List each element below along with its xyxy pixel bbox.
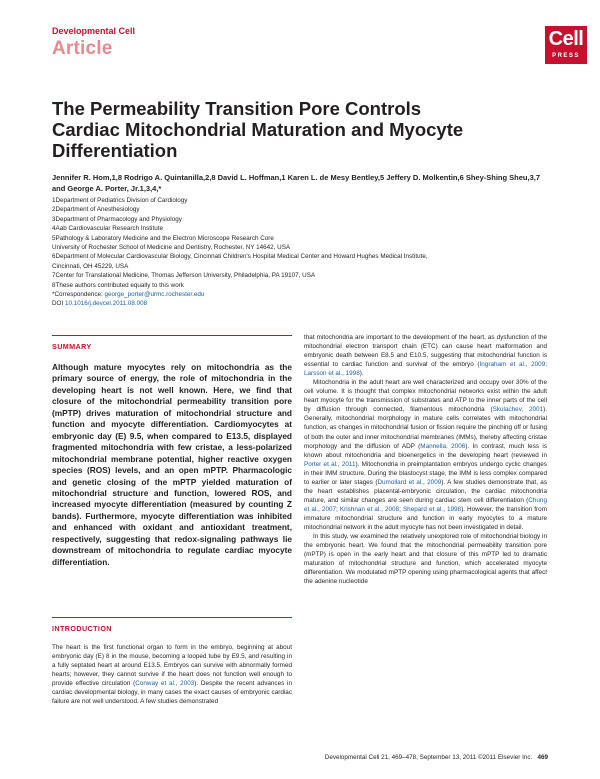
affiliation: University of Rochester School of Medicine and Dentistry, Rochester, NY 14642, USA — [52, 244, 291, 252]
correspondence — [52, 290, 552, 299]
citation-link[interactable]: Skulachev, 2001 — [492, 406, 544, 414]
introduction-text — [52, 643, 292, 706]
logo-sub: PRESS — [552, 53, 580, 59]
page-footer — [300, 754, 548, 761]
affiliation: 1Department of Pediatrics Division of Cardiology — [52, 197, 188, 204]
author-list: Jennifer R. Hom,1,8 Rodrigo A. Quintanilla,2,8 David L. Hoffman,1 Karen L. de Mesy Bentley,5 Jeffery D. Molkentin,6 Shey-Shing Sheu,3,7 and George A. Porter, Jr.1,3,4,* — [52, 173, 541, 193]
citation-link[interactable]: Chung et al., 2007 — [304, 496, 547, 513]
text-run: ; — [336, 505, 340, 513]
introduction-heading: INTRODUCTION — [52, 624, 112, 633]
citation-link[interactable]: Porter et al., 2011 — [304, 460, 356, 468]
paragraph: In this study, we examined the relatively unexplored role of mitochondrial biology in the embryonic heart. We found that the mitochondrial permeability transition pore (mPTP) is open in the early heart and that closure of this mPTP led to dramatic maturation of mitochondrial structure and function, which accelerated myocyte differentiation. We modulated mPTP opening using pharmacological agents that affect the adenine nucleotide — [304, 533, 547, 586]
text-run: The heart is the first functional organ to form in the embryo, beginning at about embryonic day (E) 8 in the mouse, becoming a looped tube by E9.5, and resulting in a fully septated heart at around E13.5. Embryos can survive with abnormally formed hearts; however, they cannot survive if the heart does not function well enough to provide effective circulation ( — [52, 644, 292, 688]
text-run: ). In contrast, much less is known about mitochondria and bioenergetics in the developing heart (reviewed in — [304, 442, 548, 459]
doi-label: DOI — [52, 300, 65, 308]
text-run: ). Generally, mitochondrial morphology in mature cells correlates with mitochondrial function, as changes in mitochondrial fusion or fission require the pinching off or fusing of both the outer and inner mitochondrial membranes (IMMs), thereby affecting cristae morphology and the diffusion of ADP ( — [304, 406, 547, 450]
citation-link[interactable]: Larsson et al., 1998 — [304, 370, 360, 378]
paragraph — [304, 333, 547, 378]
footer-citation: Developmental Cell 21, 469–478, September 13, 2011 ©2011 Elsevier Inc. — [324, 754, 533, 761]
summary-rule — [52, 335, 292, 336]
logo-main: Cell — [548, 28, 584, 50]
text-run: ). Mitochondria in preimplantation embryos undergo cyclic changes in their IMM structure. During the blastocyst stage, the IMM is less complex compared to earlier or later stages ( — [304, 460, 547, 486]
affiliation: 4Aab Cardiovascular Research Institute — [52, 225, 163, 233]
journal-name: Developmental Cell — [52, 26, 136, 36]
citation-link[interactable]: Conway et al., 2003 — [135, 680, 195, 688]
text-run: that mitochondria are important to the development of the heart, as dysfunction of the mitochondrial electron transport chain (ETC) can cause heart malformation and embryonic death between E8.5 and E10.5, suggesting that mitochondrial function is essential to cardiac function and survival of the embryo ( — [304, 334, 547, 369]
text-run: ; — [399, 505, 403, 513]
cell-press-logo — [545, 26, 587, 64]
summary-text: Although mature myocytes rely on mitochondria as the primary source of energy, the role of mitochondria in the developing heart is not well known. Here, we find that closure of the mitochondrial permeability transition pore (mPTP) drives maturation of mitochondrial structure and function and myocyte differentiation. Cardiomyocytes at embryonic day (E) 9.5, when compared to E13.5, displayed fragmented mitochondria with few cristae, a less-polarized mitochondrial membrane potential, higher reactive oxygen species (ROS) levels, and an open mPTP. Pharmacologic and genetic closing of the mPTP yielded maturation of mitochondrial structure and function, lowered ROS, and increased myocyte differentiation (measured by counting Z bands). Furthermore, myocyte differentiation was inhibited and enhanced with oxidant and antioxidant treatment, respectively, suggesting that redox-signaling pathways lie downstream of mitochondria to regulate cardiac myocyte differentiation. — [52, 362, 292, 567]
affiliation: 8These authors contributed equally to this work — [52, 281, 184, 289]
affiliation: 6Department of Molecular Cardiovascular Biology, Cincinnati Children's Hospital Medical Center and Howard Hughes Medical Institute, — [52, 253, 428, 261]
text-run: ; — [545, 361, 548, 369]
affiliation: 3Department of Pharmacology and Physiology — [52, 215, 182, 223]
affiliation: 7Center for Translational Medicine, Thomas Jefferson University, Philadelphia, PA 19107, USA — [52, 272, 316, 280]
page-number: 469 — [537, 754, 548, 761]
text-run: ). However, the transition from immature mitochondrial structure and function in early myocytes to a mature mitochondrial network in the adult myocyte has not been investigated in detail. — [304, 505, 547, 531]
text-run: ). — [359, 370, 364, 378]
affiliation: 2Department of Anesthesiology — [52, 206, 140, 214]
doi-link[interactable]: 10.1016/j.devcel.2011.08.008 — [64, 300, 148, 308]
doi-line — [52, 299, 552, 308]
citation-link[interactable]: Shepard et al., 1998 — [402, 505, 462, 513]
article-type: Article — [52, 38, 113, 59]
citation-link[interactable]: Ingraham et al., 2009 — [479, 361, 546, 369]
text-run: Mitochondria in the adult heart are well characterized and occupy over 30% of the cell volume. It is thought that complex mitochondrial networks exist within the adult heart myocyte for the transmission of substrates and ATP to the inner parts of the cell by diffusion through connected, filamentous mitochondria ( — [304, 379, 547, 414]
affiliation: Cincinnati, OH 45229, USA — [52, 262, 129, 270]
text-run: ). Despite the recent advances in cardiac developmental biology, in many cases the exact causes of embryonic cardiac failure are not well understood. A few studies demonstrated — [52, 680, 292, 706]
correspondence-email-link[interactable]: george_porter@urmc.rochester.edu — [104, 291, 205, 299]
text-run: ). A few studies demonstrate that, as the heart establishes placental-embryonic circulation, the cardiac mitochondria mature, and similar changes are seen during cardiac stem cell differentiation ( — [304, 478, 548, 504]
correspondence-label: *Correspondence: — [52, 291, 105, 299]
paragraph — [304, 378, 547, 532]
citation-link[interactable]: Mannella, 2006 — [420, 442, 466, 450]
citation-link[interactable]: Dumollard et al., 2009 — [377, 478, 442, 486]
affiliations — [52, 196, 552, 309]
introduction-rule — [52, 617, 292, 618]
article-title: The Permeability Transition Pore Controls Cardiac Mitochondrial Maturation and Myocyte Differentiation — [52, 98, 464, 161]
citation-link[interactable]: Krishnan et al., 2008 — [339, 505, 400, 513]
affiliation: 5Pathology & Laboratory Medicine and the Electron Microscope Research Core — [52, 234, 274, 242]
right-column — [304, 333, 547, 586]
summary-heading: SUMMARY — [52, 342, 92, 351]
